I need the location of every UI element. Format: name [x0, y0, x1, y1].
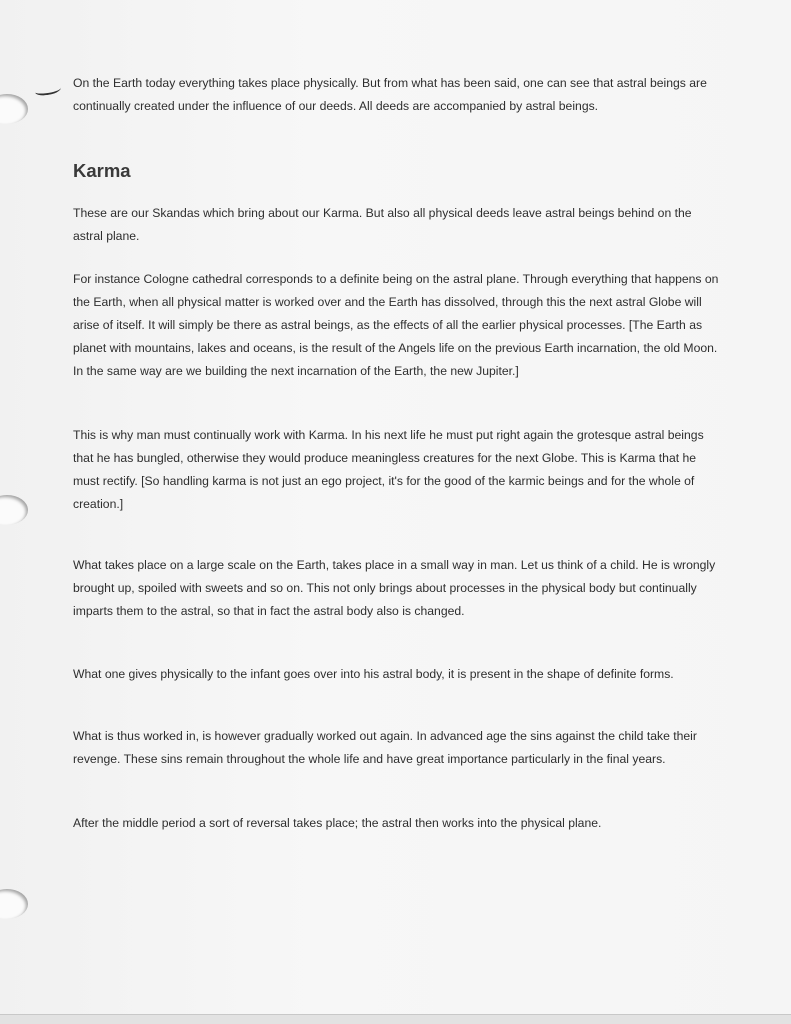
punch-hole [0, 889, 28, 919]
punch-hole [0, 495, 28, 525]
paragraph: What one gives physically to the infant goes over into his astral body, it is present in the shape of definite forms. [73, 667, 674, 681]
pen-mark [35, 84, 62, 97]
paragraph: What is thus worked in, is however gradually worked out again. In advanced age the sins against the child take their revenge. These sins remain throughout the whole life and have great importance particularly in the final years. [73, 729, 697, 766]
paragraph: On the Earth today everything takes place physically. But from what has been said, one can see that astral beings are continually created under the influence of our deeds. All deeds are accompanied by astral beings. [73, 76, 707, 113]
paragraph: This is why man must continually work with Karma. In his next life he must put right again the grotesque astral beings that he has bungled, otherwise they would produce meaningless creatures for the next Globe. This is Karma that he must rectify. [So handling karma is not just an ego project, it's for the good of the karmic beings and for the whole of creation.] [73, 428, 704, 511]
section-heading: Karma [73, 160, 131, 181]
paragraph: What takes place on a large scale on the Earth, takes place in a small way in man. Let us think of a child. He is wrongly brought up, spoiled with sweets and so on. This not only brings about processes in the physical body but continually imparts them to the astral, so that in fact the astral body also is changed. [73, 558, 716, 618]
paragraph: After the middle period a sort of reversal takes place; the astral then works into the physical plane. [73, 816, 602, 830]
paragraph: These are our Skandas which bring about our Karma. But also all physical deeds leave astral beings behind on the astral plane. [73, 206, 692, 243]
paragraph: For instance Cologne cathedral corresponds to a definite being on the astral plane. Through everything that happens on the Earth, when all physical matter is worked over and the Earth has dissolved, through this the next astral Globe will arise of itself. It will simply be there as astral beings, as the effects of all the earlier physical processes. [The Earth as planet with mountains, lakes and oceans, is the result of the Angels life on the previous Earth incarnation, the old Moon. In the same way are we building the next incarnation of the Earth, the new Jupiter.] [73, 272, 719, 378]
punch-hole [0, 94, 28, 124]
